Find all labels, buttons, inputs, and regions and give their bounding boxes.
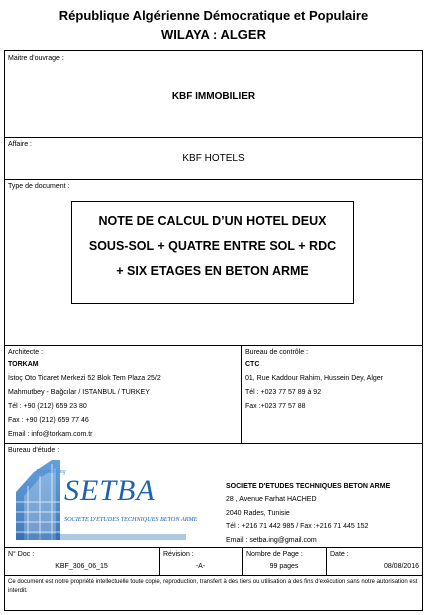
controle-label: Bureau de contrôle : [245, 349, 309, 356]
divider [326, 547, 327, 575]
controle-address: 01, Rue Kaddour Rahim, Hussein Dey, Alger [245, 375, 383, 382]
revision-value: -A- [195, 563, 206, 570]
maitre-label: Maitre d'ouvrage : [8, 55, 64, 62]
divider [4, 137, 423, 138]
affaire-value: KBF HOTELS [182, 153, 245, 164]
title-line-3: + SIX ETAGES EN BETON ARME [116, 264, 309, 278]
divider [241, 345, 242, 443]
title-line-2: SOUS-SOL + QUATRE ENTRE SOL + RDC [88, 239, 337, 253]
pages-label: Nombre de Page : [246, 551, 303, 558]
title-line-1: NOTE DE CALCUL D’UN HOTEL DEUX [98, 214, 327, 228]
etude-address-2: 2040 Rades, Tunisie [226, 510, 290, 517]
affaire-label: Affaire : [8, 141, 32, 148]
logo-wordmark: SETBA [64, 474, 156, 507]
architecte-email: Email : info@torkam.com.tr [8, 431, 93, 438]
divider [4, 575, 423, 576]
controle-fax: Fax :+023 77 57 88 [245, 403, 306, 410]
revision-label: Révision : [163, 551, 194, 558]
etude-name: SOCIETE D'ETUDES TECHNIQUES BETON ARME [226, 483, 391, 490]
architecte-tel: Tél : +90 (212) 659 23 80 [8, 403, 87, 410]
controle-name: CTC [245, 361, 260, 368]
header-line-2: WILAYA : ALGER [161, 27, 266, 42]
legal-notice: Ce document est notre propriété intellectuelle toute copie, reproduction, transfert à des tiers ou utilisation à des fins d'exécution sans notre autorisation est interdit. [8, 579, 418, 594]
doc-number-label: N° Doc : [8, 551, 35, 558]
doc-number-value: KBF_306_06_15 [55, 563, 108, 570]
logo-subtitle: SOCIETE D'ETUDES TECHNIQUES BETON ARME [64, 516, 198, 523]
architecte-address-1: İstoç Oto Ticaret Merkezi 52 Blok Tem Plaza 25/2 [8, 375, 161, 382]
divider [4, 547, 423, 548]
etude-address-1: 28 , Avenue Farhat HACHED [226, 496, 317, 503]
maitre-value: KBF IMMOBILIER [171, 91, 256, 102]
architecte-name: TORKAM [8, 361, 39, 368]
date-label: Date : [330, 551, 349, 558]
date-value: 08/08/2016 [383, 563, 419, 570]
divider [4, 345, 423, 346]
divider [4, 179, 423, 180]
divider [4, 443, 423, 444]
architecte-label: Architecte : [8, 349, 44, 356]
etude-email: Email : setba.ing@gmail.com [226, 537, 317, 544]
pages-value: 99 pages [269, 563, 299, 570]
document-title-box [71, 201, 354, 304]
controle-tel: Tél : +023 77 57 89 à 92 [245, 389, 322, 396]
etude-label: Bureau d'étude : [8, 447, 60, 454]
logo-small-text: Engineering [36, 469, 66, 475]
architecte-fax: Fax : +90 (212) 659 77 46 [8, 417, 89, 424]
setba-logo [12, 456, 198, 542]
type-doc-label: Type de document : [8, 183, 70, 190]
architecte-address-2: Mahmutbey - Bağcılar / ISTANBUL / TURKEY [8, 389, 150, 396]
etude-tel-fax: Tél : +216 71 442 985 / Fax :+216 71 445 152 [226, 523, 369, 530]
header-line-1: République Algérienne Démocratique et Populaire [58, 8, 369, 23]
